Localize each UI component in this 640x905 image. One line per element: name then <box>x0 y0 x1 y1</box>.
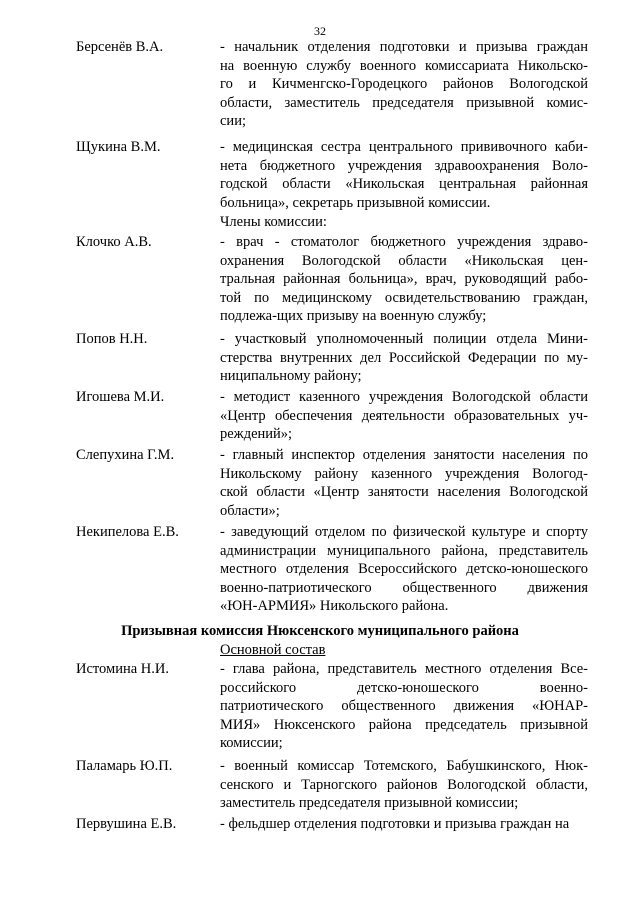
person-role <box>220 330 588 386</box>
person-name: Попов Н.Н. <box>76 331 148 347</box>
role-line: подлежа-щих призыву на военную службу; <box>220 308 487 325</box>
role-line: той по медицинскому освидетельствованию граждан, <box>220 289 588 306</box>
section-heading: Призывная комиссия Нюксенского муниципального района <box>121 623 519 639</box>
role-line: области»; <box>220 502 280 519</box>
role-line: на военную службу военного комиссариата Никольско- <box>220 57 588 74</box>
role-line: стерства внутренних дел Российской Федерации по му- <box>220 349 588 366</box>
role-line: - заведующий отделом по физической культуре и спорту <box>220 524 588 540</box>
person-role <box>220 815 588 834</box>
role-line: - медицинская сестра центрального прививочного каби- <box>220 139 588 155</box>
role-line: ской области «Центр занятости населения Вологодской <box>220 484 588 501</box>
role-line: охранения Вологодской области «Никольская цен- <box>220 252 588 269</box>
role-line: годской области «Никольская центральная районная <box>220 176 588 193</box>
role-line: заместитель председателя призывной комиссии; <box>220 795 519 812</box>
role-line: Никольскому району казенного учреждения Вологод- <box>220 465 588 482</box>
role-line: - врач - стоматолог бюджетного учреждения здраво- <box>220 234 588 250</box>
person-role <box>220 388 588 444</box>
person-name: Первушина Е.В. <box>76 816 177 832</box>
role-line: МИЯ» Нюксенского района председатель призывной <box>220 716 588 733</box>
role-line: больница», секретарь призывной комиссии. <box>220 194 491 211</box>
role-line: «ЮН-АРМИЯ» Никольского района. <box>220 598 449 615</box>
role-line: го и Кичменгско-Городецкого районов Вологодской <box>220 76 588 93</box>
role-line: нета бюджетного учреждения здравоохранения Воло- <box>220 157 588 174</box>
role-line: российского детско-юношеского военно- <box>220 679 588 696</box>
members-label: Члены комиссии: <box>220 214 327 230</box>
section-subheading: Основной состав <box>220 642 326 658</box>
role-line: - методист казенного учреждения Вологодской области <box>220 389 588 405</box>
person-name: Щукина В.М. <box>76 139 161 155</box>
role-line: тральная районная больница», врач, руководящий рабо- <box>220 271 588 288</box>
person-role <box>220 660 588 753</box>
person-name: Паламарь Ю.П. <box>76 758 173 774</box>
role-line: - главный инспектор отделения занятости населения по <box>220 447 588 463</box>
person-name: Истомина Н.И. <box>76 661 169 677</box>
role-line: области, заместитель председателя призывной комис- <box>220 94 588 111</box>
role-line: - глава района, представитель местного отделения Все- <box>220 661 588 677</box>
person-role <box>220 446 588 520</box>
person-name: Клочко А.В. <box>76 234 152 250</box>
role-line: комиссии; <box>220 735 283 752</box>
role-line: - участковый уполномоченный полиции отдела Мини- <box>220 331 588 347</box>
person-role <box>220 523 588 616</box>
person-role <box>220 233 588 326</box>
person-role <box>220 38 588 131</box>
page-number: 32 <box>314 24 326 38</box>
role-line: - военный комиссар Тотемского, Бабушкинского, Нюк- <box>220 758 588 774</box>
role-line: военно-патриотического общественного движения <box>220 579 588 596</box>
role-line: администрации муниципального района, представитель <box>220 542 588 559</box>
role-line: реждений»; <box>220 426 293 443</box>
person-role <box>220 757 588 813</box>
person-name: Берсенёв В.А. <box>76 39 164 55</box>
role-line: ниципальному району; <box>220 368 362 385</box>
role-line: - фельдшер отделения подготовки и призыва граждан на <box>220 816 570 832</box>
person-name: Слепухина Г.М. <box>76 447 175 463</box>
role-line: «Центр обеспечения деятельности образовательных уч- <box>220 407 588 424</box>
role-line: местного отделения Всероссийского детско-юношеского <box>220 561 588 578</box>
person-name: Некипелова Е.В. <box>76 524 179 540</box>
role-line: - начальник отделения подготовки и призыва граждан <box>220 39 588 55</box>
role-line: патриотического общественного движения «ЮНАР- <box>220 698 588 715</box>
role-line: сии; <box>220 113 246 130</box>
person-name: Игошева М.И. <box>76 389 165 405</box>
person-role <box>220 138 588 212</box>
role-line: сенского и Тарногского районов Вологодской области, <box>220 776 588 793</box>
